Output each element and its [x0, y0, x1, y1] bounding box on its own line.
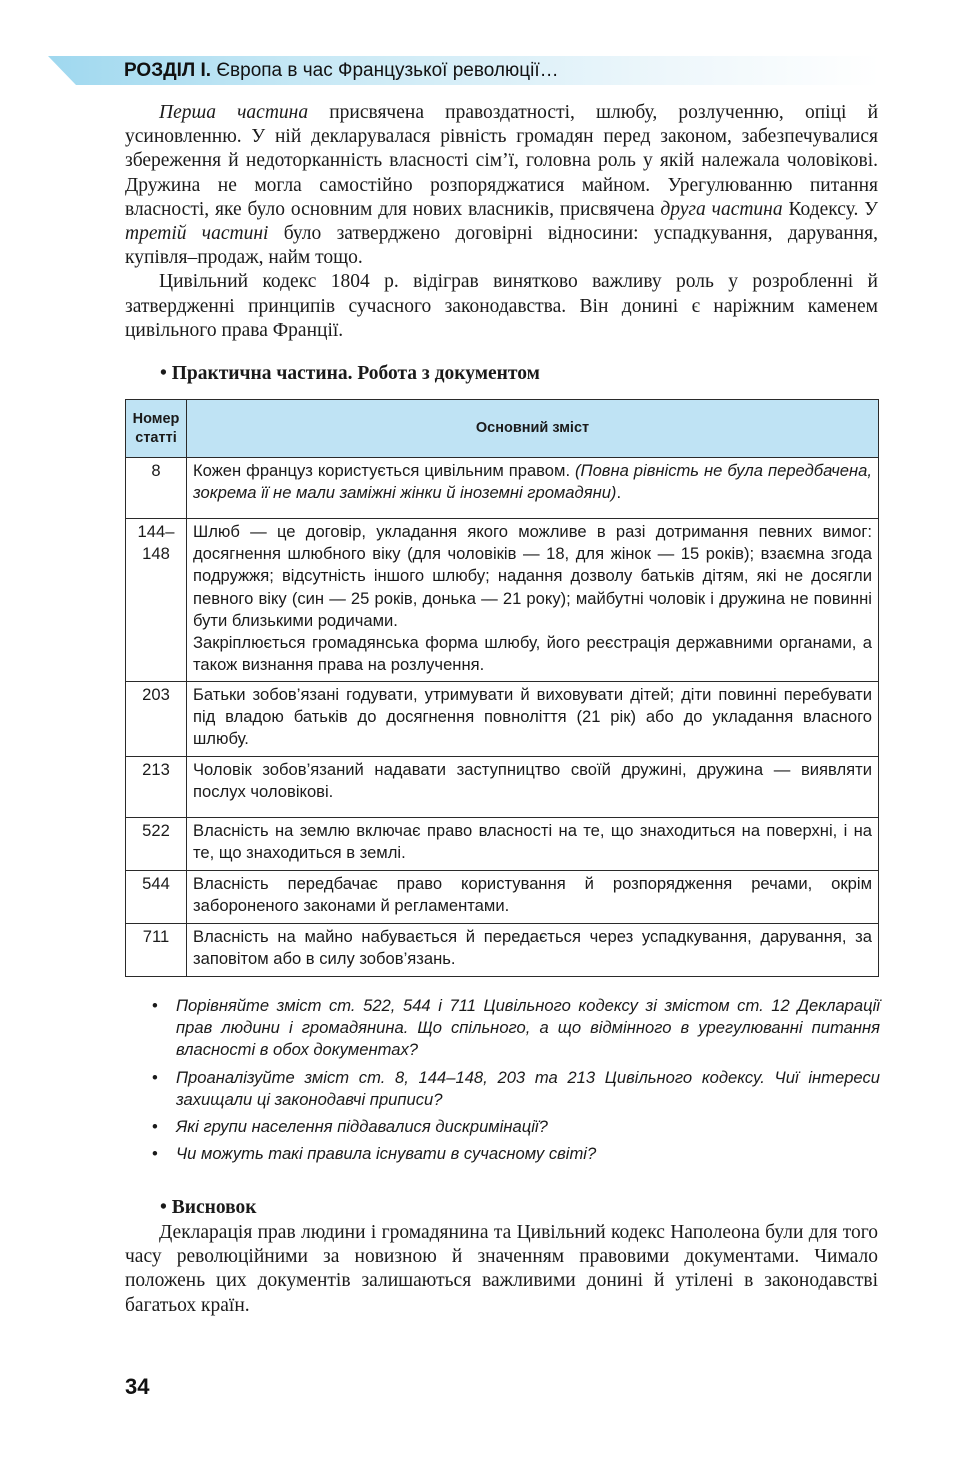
article-content: Батьки зобов’язані годувати, утримувати й виховувати дітей; діти повинні перебувати під владою батьків до досягнення повноліття (21 рік) або до укладання власного шлюбу.: [187, 682, 879, 757]
article-text: Шлюб — це договір, укладання якого можливе в разі дотримання певних вимог: досягнення шлюбного віку (для чоловіків — 18, для жінок — 15 років); взаємна згода подружжя; відсутність іншого шлюбу; надання дозволу батьків дітям, які не досягли певного віку (син — 25 років, донька — 21 року); майбутні чоловік і дружина не повинні бути близькими родичами.: [193, 522, 872, 630]
section-title: Європа в час Французької революції…: [211, 60, 559, 81]
intro-text-segment: було затверджено договірні відносини: успадкування, дарування, купівля–продаж, найм тощо.: [125, 223, 878, 269]
article-number: 8: [126, 458, 187, 519]
table-header-row: [126, 400, 879, 458]
question-item: • Чи можуть такі правила існувати в сучасному світі?: [150, 1143, 880, 1165]
article-number: 522: [126, 818, 187, 871]
article-text: .: [616, 483, 622, 503]
table-row: [126, 818, 879, 871]
emphasis-part-1: Перша частина: [159, 102, 309, 123]
questions-list: [150, 995, 880, 1170]
table-row: [126, 757, 879, 818]
table-row: [126, 519, 879, 682]
table-row: [126, 871, 879, 924]
table-row: [126, 458, 879, 519]
article-number: 213: [126, 757, 187, 818]
articles-table: [125, 399, 879, 977]
intro-paragraph-2: Цивільний кодекс 1804 р. відіграв винятково важливу роль у розробленні й затвердженні принципів сучасного законодавства. Він донині є наріжним каменем цивільного права Франції.: [125, 271, 878, 341]
article-content: [187, 519, 879, 682]
conclusion-heading: • Висновок: [160, 1197, 257, 1218]
intro-text-segment: Кодексу. У: [782, 198, 879, 220]
article-number: 544: [126, 871, 187, 924]
article-number: 203: [126, 682, 187, 757]
conclusion-paragraph: Декларація прав людини і громадянина та Цивільний кодекс Наполеона були для того часу революційними за новизною й значенням правовими документами. Чимало положень цих документів залишаються важливими донині й утілені в законодавстві багатьох країн.: [125, 1222, 878, 1316]
section-header: [124, 60, 559, 82]
article-note: (Повна рівність не була передбачена, зокрема її не мали заміжні жінки й іноземні громадяни): [193, 461, 872, 503]
article-content: Чоловік зобов’язаний надавати заступництво своїй дружині, дружина — виявляти послух чоловікові.: [187, 757, 879, 818]
question-item: • Які групи населення піддавалися дискримінації?: [150, 1116, 880, 1138]
article-content: Власність на землю включає право власності на те, що знаходиться на поверхні, і на те, що знаходиться в землі.: [187, 818, 879, 871]
table-row: [126, 924, 879, 977]
article-content: Власність передбачає право користування й розпорядження речами, окрім забороненого законами й регламентами.: [187, 871, 879, 924]
intro-text-segment: присвячена правоздатності, шлюбу, розлученню, опіці й усиновленню. У ній декларувалася рівність громадян перед законом, забезпечувалися збереження й недоторканність власності сім’ї, головна роль у якій належала чоловікові. Дружина не могла самостійно розпоряджатися майном. Урегулюванню питання власності, яке було основним для нових власників, присвячена: [125, 102, 879, 220]
page-number: 34: [125, 1374, 150, 1399]
practical-heading: • Практична частина. Робота з документом: [160, 363, 540, 384]
table-row: [126, 682, 879, 757]
emphasis-part-2: друга частина: [660, 198, 783, 220]
emphasis-part-3: третій частині: [125, 223, 269, 245]
intro-paragraph-1: [125, 101, 878, 270]
article-number: 711: [126, 924, 187, 977]
article-text: Закріплюється громадянська форма шлюбу, його реєстрація державними органами, а також визнання права на розлучення.: [193, 633, 872, 675]
article-number: 144–148: [126, 519, 187, 682]
article-content: [187, 458, 879, 519]
intro-text: [125, 101, 878, 343]
question-item: • Порівняйте зміст ст. 522, 544 і 711 Цивільного кодексу зі змістом ст. 12 Декларації прав людини і громадянина. Що спільного, а що відмінного в урегулюванні питання власності в обох документах?: [150, 995, 880, 1062]
question-item: • Проаналізуйте зміст ст. 8, 144–148, 203 та 213 Цивільного кодексу. Чиї інтереси захищали ці законодавчі приписи?: [150, 1067, 880, 1111]
header-article-number: Номер статті: [126, 400, 187, 458]
section-label: РОЗДІЛ І.: [124, 60, 212, 81]
article-text: Кожен француз користується цивільним правом.: [193, 461, 576, 480]
conclusion-text: [125, 1221, 878, 1318]
header-main-content: Основний зміст: [187, 400, 879, 458]
article-content: Власність на майно набувається й передається через успадкування, дарування, за заповітом або в силу зобов’язань.: [187, 924, 879, 977]
